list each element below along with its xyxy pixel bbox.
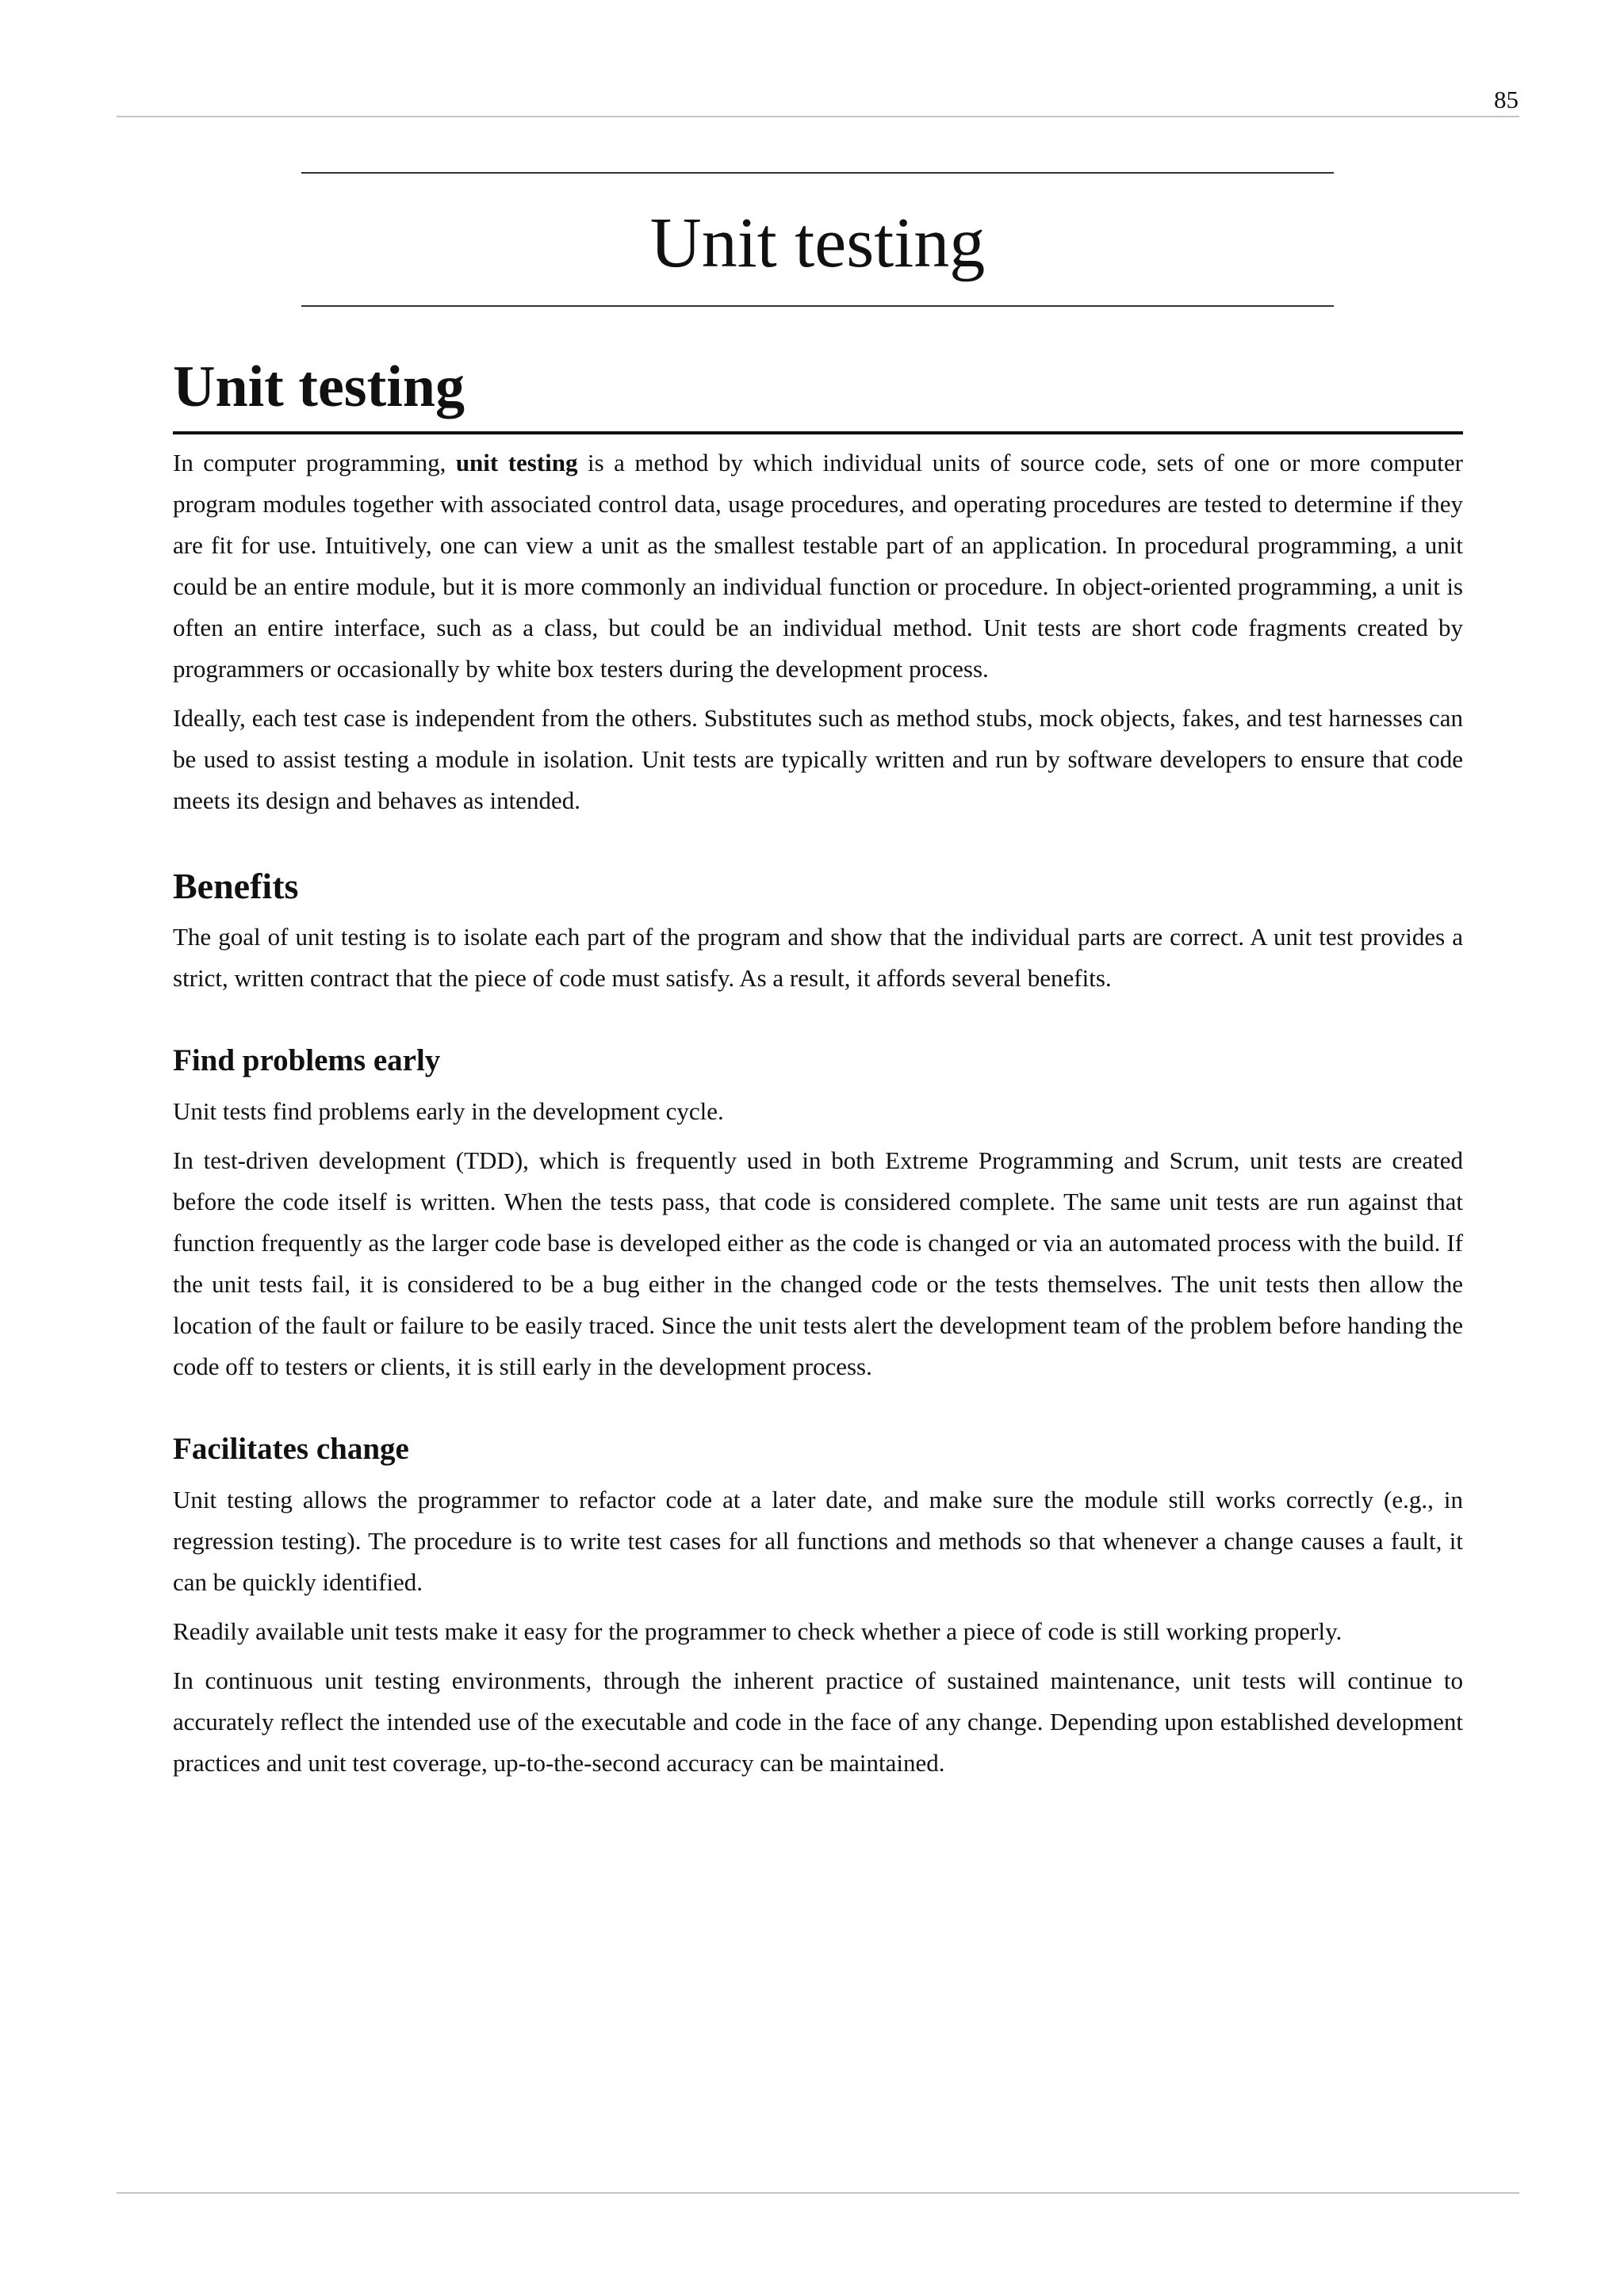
intro-paragraph-1 xyxy=(173,442,1463,690)
chapter-header xyxy=(301,172,1334,307)
intro-text-rest: is a method by which individual units of source code, sets of one or more computer program modules together with associated control data, usage procedures, and operating procedures are tested to determine if they are fit for use. Intuitively, one can view a unit as the smallest testable part of an application. In procedural programming, a unit could be an entire module, but it is more commonly an individual function or procedure. In object-oriented programming, a unit is often an entire interface, such as a class, but could be an individual method. Unit tests are short code fragments created by programmers or occasionally by white box testers during the development process. xyxy=(173,449,1463,683)
subsection-heading-facilitates-change: Facilitates change xyxy=(173,1432,409,1466)
find-problems-paragraph-2: In test-driven development (TDD), which is frequently used in both Extreme Programming and Scrum, unit tests are created before the code itself is written. When the tests pass, that code is considered complete. The same unit tests are run against that function frequently as the larger code base is developed either as the code is changed or via an automated process with the build. If the unit tests fail, it is considered to be a bug either in the changed code or the tests themselves. The unit tests then allow the location of the fault or failure to be easily traced. Since the unit tests alert the development team of the problem before handing the code off to testers or clients, it is still early in the development process. xyxy=(173,1146,1463,1380)
find-problems-paragraph-1: Unit tests find problems early in the development cycle. xyxy=(173,1097,724,1125)
intro-text-lead: In computer programming, xyxy=(173,449,456,476)
chapter-title: Unit testing xyxy=(649,204,986,282)
article-title: Unit testing xyxy=(173,349,1463,434)
footer-divider xyxy=(117,2192,1519,2194)
article-body xyxy=(173,349,1463,1792)
section-heading-benefits: Benefits xyxy=(173,866,299,906)
subsection-heading-find-problems-early: Find problems early xyxy=(173,1043,441,1077)
header-divider xyxy=(117,116,1519,117)
page-number: 85 xyxy=(1494,86,1519,113)
facilitates-change-paragraph-1: Unit testing allows the programmer to refactor code at a later date, and make sure the module still works correctly (e.g., in regression testing). The procedure is to write test cases for all functions and methods so that whenever a change causes a fault, it can be quickly identified. xyxy=(173,1486,1463,1596)
defined-term: unit testing xyxy=(455,449,578,476)
chapter-rule-bottom xyxy=(301,305,1334,307)
facilitates-change-paragraph-2: Readily available unit tests make it easy for the programmer to check whether a piece of code is still working properly. xyxy=(173,1617,1342,1645)
benefits-paragraph-1: The goal of unit testing is to isolate each part of the program and show that the individual parts are correct. A unit test provides a strict, written contract that the piece of code must satisfy. As a result, it affords several benefits. xyxy=(173,923,1463,992)
chapter-rule-top xyxy=(301,172,1334,174)
intro-paragraph-2: Ideally, each test case is independent from the others. Substitutes such as method stubs, mock objects, fakes, and test harnesses can be used to assist testing a module in isolation. Unit tests are typically written and run by software developers to ensure that code meets its design and behaves as intended. xyxy=(173,704,1463,814)
facilitates-change-paragraph-3: In continuous unit testing environments, through the inherent practice of sustained maintenance, unit tests will continue to accurately reflect the intended use of the executable and code in the face of any change. Depending upon established development practices and unit test coverage, up-to-the-second accuracy can be maintained. xyxy=(173,1667,1463,1777)
